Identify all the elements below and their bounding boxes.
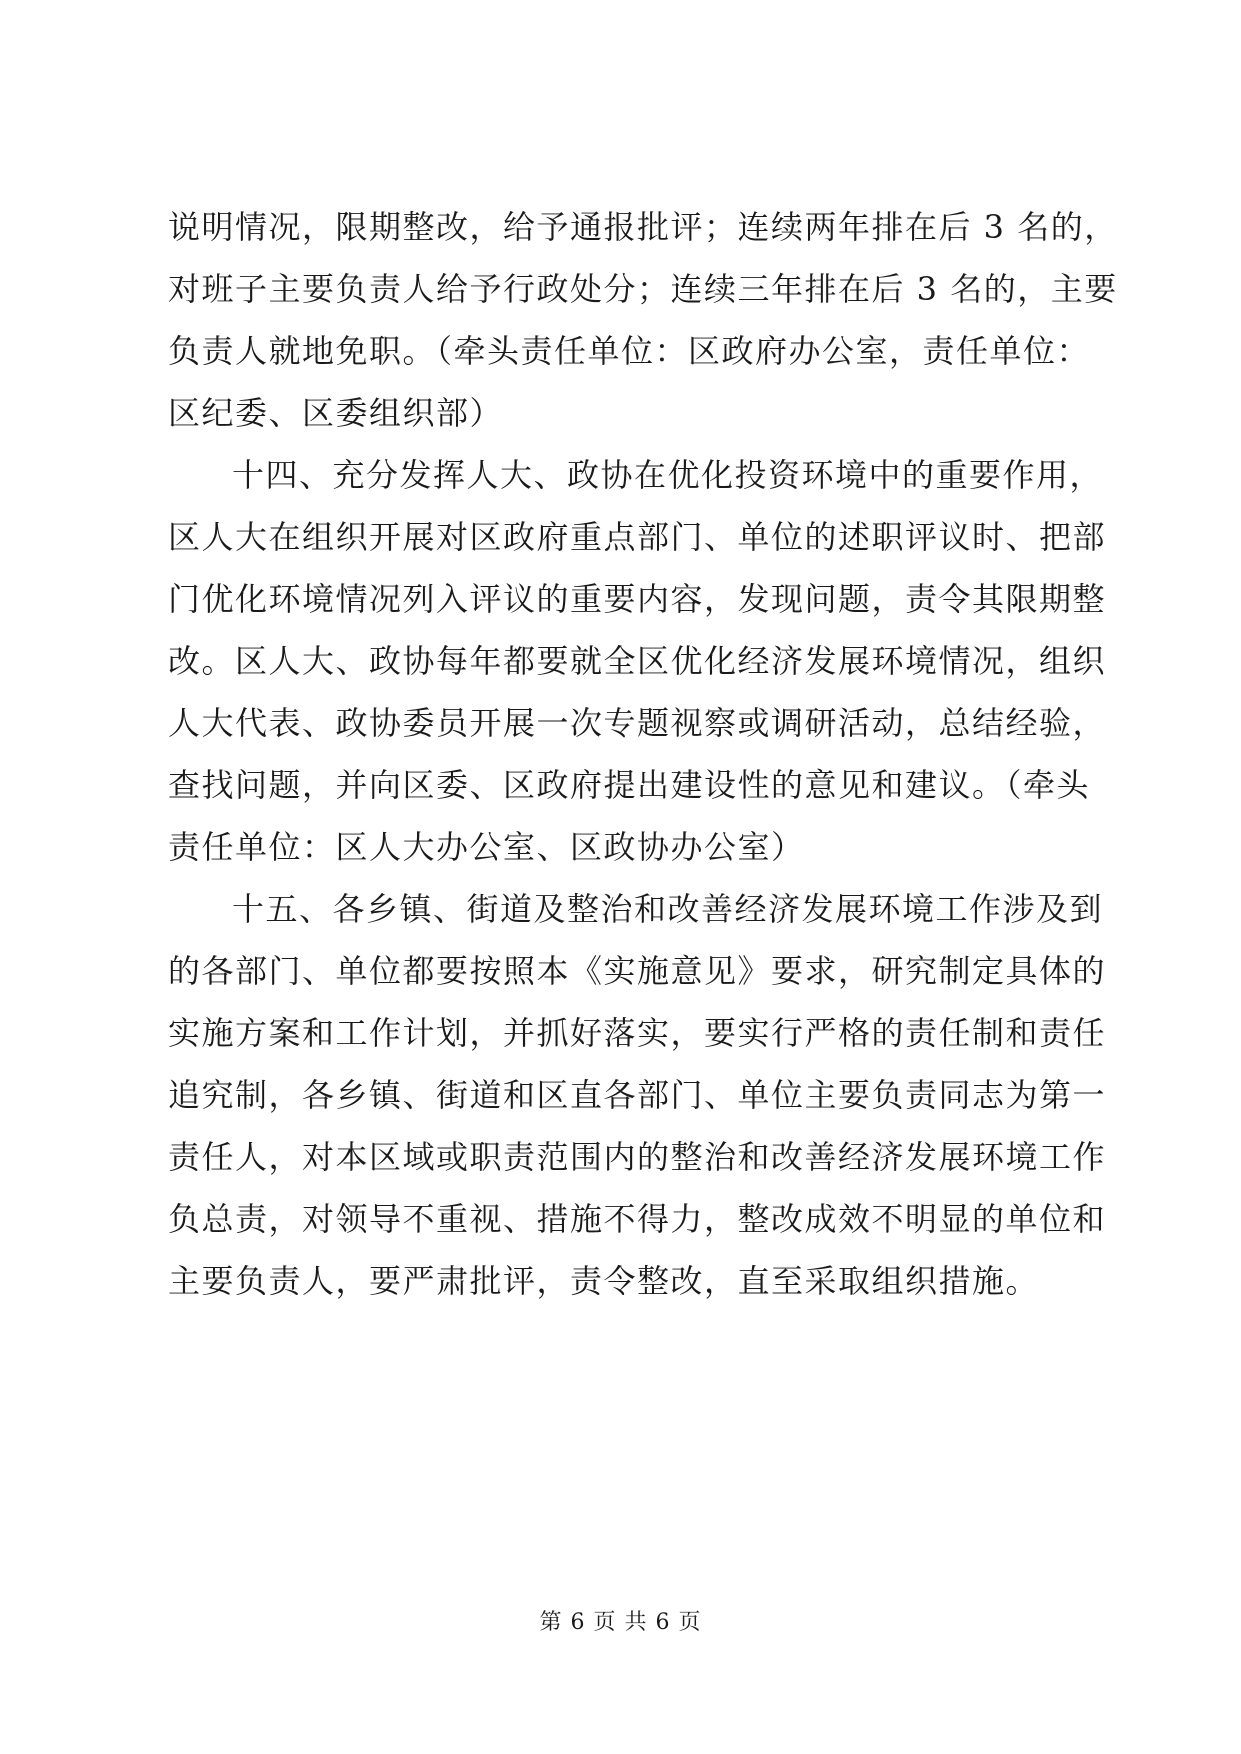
paragraph-2-line-3: 门优化环境情况列入评议的重要内容，发现问题，责令其限期整: [168, 580, 1107, 618]
paragraph-3-line-4: 追究制，各乡镇、街道和区直各部门、单位主要负责同志为第一: [168, 1076, 1107, 1114]
paragraph-1-line-3: 负责人就地免职。（牵头责任单位：区政府办公室，责任单位：: [168, 332, 1091, 370]
paragraph-3-line-5: 责任人，对本区域或职责范围内的整治和改善经济发展环境工作: [168, 1138, 1107, 1176]
paragraph-3-line-2: 的各部门、单位都要按照本《实施意见》要求，研究制定具体的: [168, 952, 1107, 990]
paragraph-2-line-6: 查找问题，并向区委、区政府提出建设性的意见和建议。（牵头: [168, 766, 1091, 804]
paragraph-3-line-6: 负总责，对领导不重视、措施不得力，整改成效不明显的单位和: [168, 1200, 1107, 1238]
paragraph-2-line-5: 人大代表、政协委员开展一次专题视察或调研活动，总结经验，: [168, 704, 1107, 742]
document-body: [168, 196, 1118, 1312]
paragraph-2-line-2: 区人大在组织开展对区政府重点部门、单位的述职评议时、把部: [168, 518, 1107, 556]
paragraph-2-line-7: 责任单位：区人大办公室、区政协办公室）: [168, 828, 805, 866]
page-footer: 第 6 页 共 6 页: [539, 1610, 702, 1635]
paragraph-3-line-7: 主要负责人，要严肃批评，责令整改，直至采取组织措施。: [168, 1262, 1040, 1300]
paragraph-3-line-1: 十五、各乡镇、街道及整治和改善经济发展环境工作涉及到: [232, 890, 1104, 928]
paragraph-1-line-2: 对班子主要负责人给予行政处分；连续三年排在后 3 名的，主要: [168, 270, 1118, 308]
paragraph-2-line-4: 改。区人大、政协每年都要就全区优化经济发展环境情况，组织: [168, 642, 1107, 680]
paragraph-3-line-3: 实施方案和工作计划，并抓好落实，要实行严格的责任制和责任: [168, 1014, 1107, 1052]
paragraph-1-line-1: 说明情况，限期整改，给予通报批评；连续两年排在后 3 名的，: [168, 208, 1118, 246]
paragraph-2-line-1: 十四、充分发挥人大、政协在优化投资环境中的重要作用，: [232, 456, 1104, 494]
paragraph-1-line-4: 区纪委、区委组织部）: [168, 394, 504, 432]
